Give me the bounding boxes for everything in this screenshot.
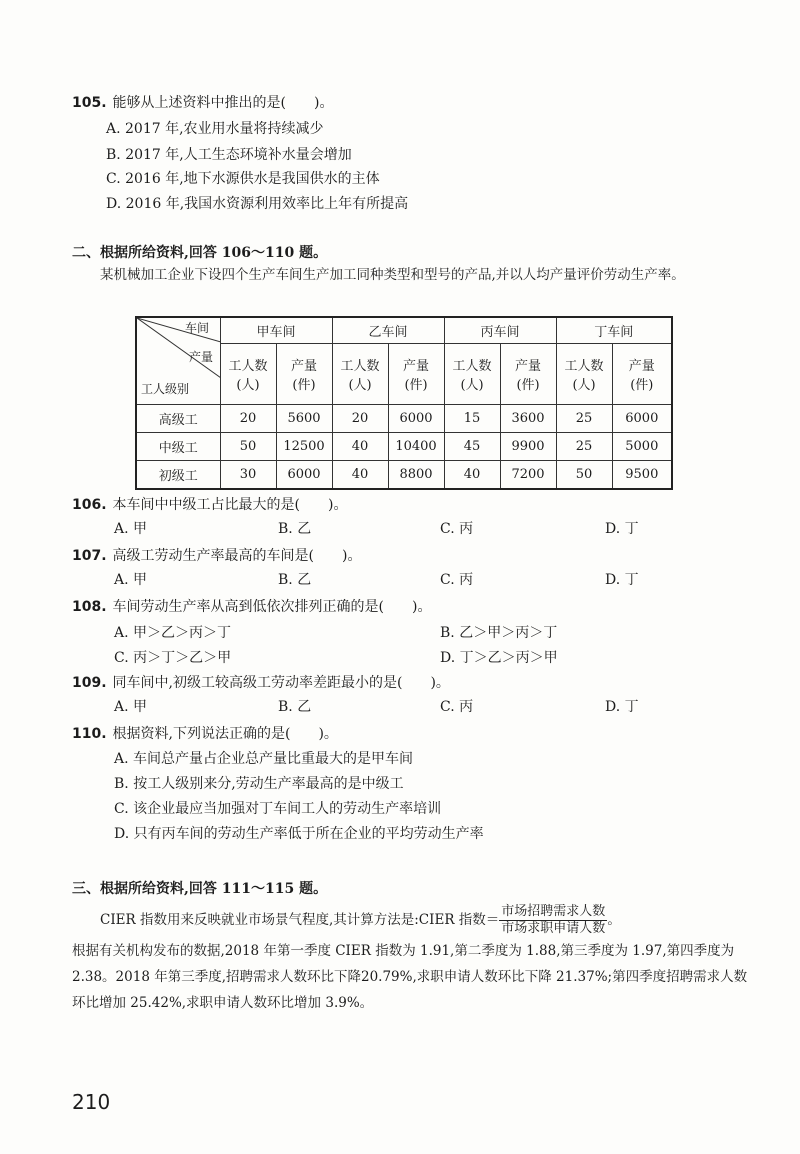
table-cell: 6000 xyxy=(276,461,332,489)
workshop-data-table xyxy=(135,316,673,490)
question-106-stem xyxy=(72,494,347,514)
table-cell: 45 xyxy=(444,433,500,461)
question-number: 106. xyxy=(72,497,107,513)
table-cell: 6000 xyxy=(612,405,672,433)
section-title: 二、根据所给资料,回答 106～110 题。 xyxy=(72,245,328,261)
question-text: 同车间中,初级工较高级工劳动率差距最小的是( )。 xyxy=(112,675,450,691)
section-intro: 某机械加工企业下设四个生产车间生产加工同种类型和型号的产品,并以人均产量评价劳动生产率。 xyxy=(100,267,685,283)
option-b: B. 乙＞甲＞丙＞丁 xyxy=(440,625,558,641)
option-b: B. 乙 xyxy=(278,521,312,537)
formula-fraction xyxy=(499,904,607,937)
header-workshop-ding: 丁车间 xyxy=(556,317,672,343)
subheader-workers: 工人数 (人) xyxy=(444,343,500,404)
subheader-output: 产量 (件) xyxy=(612,343,672,404)
table-cell: 6000 xyxy=(388,405,444,433)
question-number: 110. xyxy=(72,726,107,742)
question-108-stem xyxy=(72,596,431,616)
subheader-workers: 工人数 (人) xyxy=(556,343,612,404)
header-workshop-yi: 乙车间 xyxy=(332,317,444,343)
question-text: 能够从上述资料中推出的是( )。 xyxy=(112,95,334,111)
fraction-numerator: 市场招聘需求人数 xyxy=(501,904,606,919)
subheader-output: 产量 (件) xyxy=(500,343,556,404)
question-109-stem xyxy=(72,672,450,692)
formula-text: CIER 指数用来反映就业市场景气程度,其计算方法是:CIER 指数＝ xyxy=(100,912,500,928)
option-d: D. 丁 xyxy=(605,521,639,537)
option-c: C. 丙 xyxy=(440,572,474,588)
option-c: C. 丙 xyxy=(440,699,474,715)
option-c: C. 丙 xyxy=(440,521,474,537)
question-105-stem xyxy=(72,92,333,112)
table-cell: 9900 xyxy=(500,433,556,461)
corner-label-output: 产量 xyxy=(189,350,214,364)
question-text: 本车间中中级工占比最大的是( )。 xyxy=(112,497,348,513)
level-cell: 中级工 xyxy=(136,433,220,461)
question-text: 根据资料,下列说法正确的是( )。 xyxy=(112,726,338,742)
header-workshop-jia: 甲车间 xyxy=(220,317,332,343)
subheader-output: 产量 (件) xyxy=(388,343,444,404)
table-cell: 50 xyxy=(556,461,612,489)
option-a: A. 甲 xyxy=(114,572,148,588)
table-cell: 8800 xyxy=(388,461,444,489)
subheader-workers: 工人数 (人) xyxy=(332,343,388,404)
formula-end: 。 xyxy=(607,912,621,928)
question-110-stem xyxy=(72,723,338,743)
option-a: A. 2017 年,农业用水量将持续减少 xyxy=(106,121,324,137)
question-number: 109. xyxy=(72,675,107,691)
section-paragraph: 根据有关机构发布的数据,2018 年第一季度 CIER 指数为 1.91,第二季度为 1.88,第三季度为 1.97,第四季度为 2.38。2018 年第三季度,招聘需求人数环比下降20.79%,求职申请人数环比下降 21.37%;第四季度招聘需求人数环比增加 25.42%,求职申请人数环比增加 3.9%。 xyxy=(72,943,748,1011)
table-cell: 40 xyxy=(444,461,500,489)
table-cell: 20 xyxy=(332,405,388,433)
option-c: C. 2016 年,地下水源供水是我国供水的主体 xyxy=(106,171,380,187)
table-cell: 40 xyxy=(332,461,388,489)
table-corner-cell xyxy=(136,317,220,405)
option-d: D. 丁 xyxy=(605,699,639,715)
page-number: 210 xyxy=(72,1090,111,1114)
table-cell: 30 xyxy=(220,461,276,489)
subheader-workers: 工人数 (人) xyxy=(220,343,276,404)
option-a: A. 甲 xyxy=(114,521,148,537)
fraction-denominator: 市场求职申请人数 xyxy=(501,921,606,936)
corner-label-level: 工人级别 xyxy=(141,382,190,396)
table-cell: 7200 xyxy=(500,461,556,489)
header-workshop-bing: 丙车间 xyxy=(444,317,556,343)
question-number: 108. xyxy=(72,599,107,615)
option-b: B. 2017 年,人工生态环境补水量会增加 xyxy=(106,147,352,163)
option-c: C. 丙＞丁＞乙＞甲 xyxy=(114,650,232,666)
option-d: D. 丁 xyxy=(605,572,639,588)
table-cell: 50 xyxy=(220,433,276,461)
option-d: D. 丁＞乙＞丙＞甲 xyxy=(440,650,558,666)
table-cell: 3600 xyxy=(500,405,556,433)
table-cell: 15 xyxy=(444,405,500,433)
cier-formula xyxy=(72,904,752,937)
option-d: D. 2016 年,我国水资源利用效率比上年有所提高 xyxy=(106,196,409,212)
option-b: B. 按工人级别来分,劳动生产率最高的是中级工 xyxy=(114,776,404,792)
table-cell: 40 xyxy=(332,433,388,461)
option-b: B. 乙 xyxy=(278,699,312,715)
level-cell: 高级工 xyxy=(136,405,220,433)
question-number: 107. xyxy=(72,548,107,564)
table-row xyxy=(136,433,672,461)
table-cell: 10400 xyxy=(388,433,444,461)
table-cell: 5000 xyxy=(612,433,672,461)
option-b: B. 乙 xyxy=(278,572,312,588)
table-row xyxy=(136,461,672,489)
option-a: A. 车间总产量占企业总产量比重最大的是甲车间 xyxy=(114,751,414,767)
table-cell: 9500 xyxy=(612,461,672,489)
section-title: 三、根据所给资料,回答 111～115 题。 xyxy=(72,881,328,897)
table-cell: 12500 xyxy=(276,433,332,461)
option-a: A. 甲 xyxy=(114,699,148,715)
table-cell: 25 xyxy=(556,405,612,433)
question-number: 105. xyxy=(72,95,107,111)
table-cell: 5600 xyxy=(276,405,332,433)
subheader-output: 产量 (件) xyxy=(276,343,332,404)
option-c: C. 该企业最应当加强对丁车间工人的劳动生产率培训 xyxy=(114,801,442,817)
question-107-stem xyxy=(72,545,361,565)
corner-label-workshop: 车间 xyxy=(185,321,210,335)
table-cell: 20 xyxy=(220,405,276,433)
question-text: 高级工劳动生产率最高的车间是( )。 xyxy=(112,548,362,564)
table-cell: 25 xyxy=(556,433,612,461)
level-cell: 初级工 xyxy=(136,461,220,489)
option-a: A. 甲＞乙＞丙＞丁 xyxy=(114,625,232,641)
option-d: D. 只有丙车间的劳动生产率低于所在企业的平均劳动生产率 xyxy=(114,826,484,842)
question-text: 车间劳动生产率从高到低依次排列正确的是( )。 xyxy=(112,599,432,615)
table-row xyxy=(136,405,672,433)
